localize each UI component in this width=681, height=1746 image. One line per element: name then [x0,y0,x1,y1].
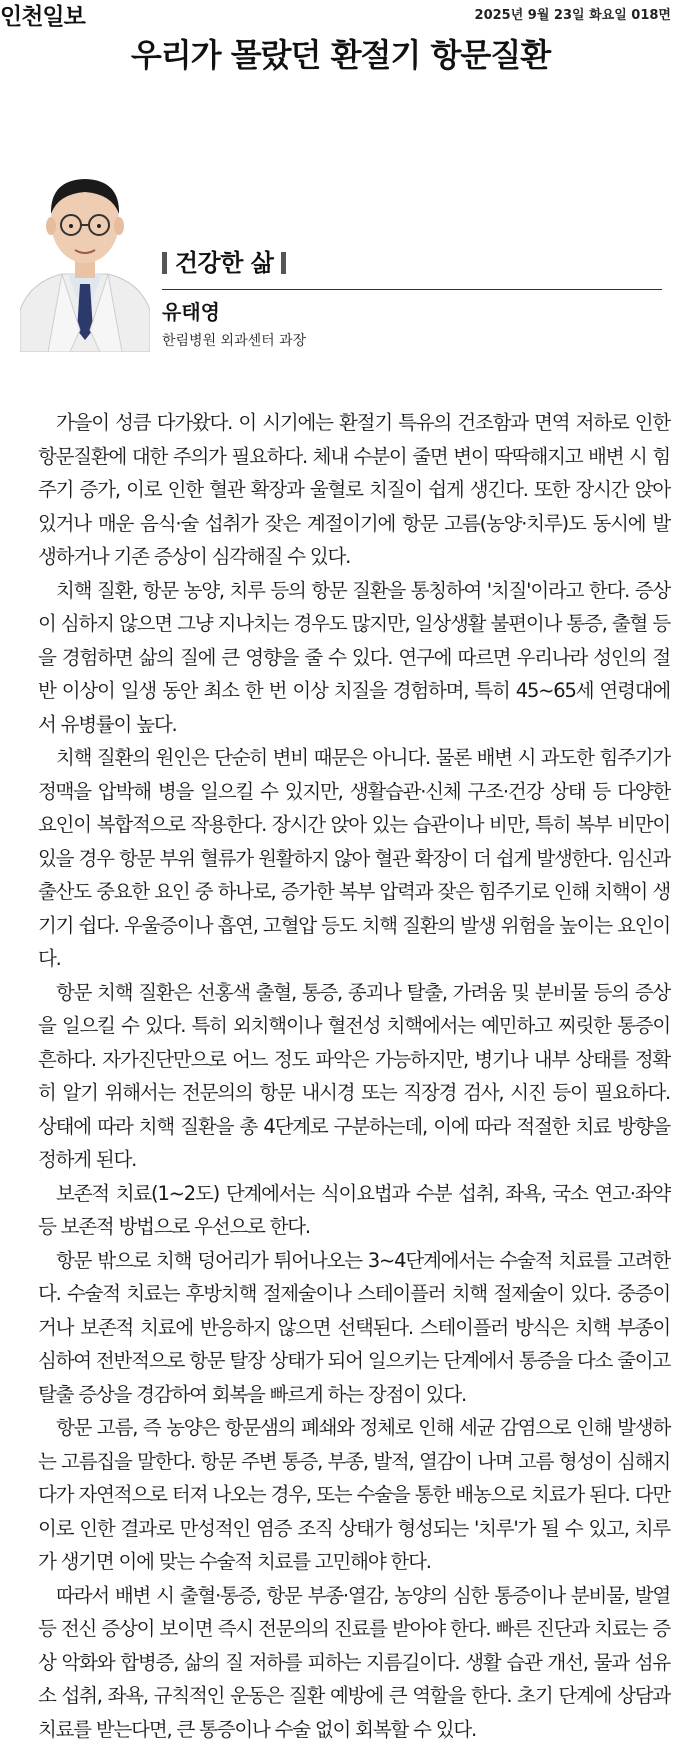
paragraph: 보존적 치료(1~2도) 단계에서는 식이요법과 수분 섭취, 좌욕, 국소 연고·좌약 등 보존적 방법으로 우선으로 한다. [38,1177,670,1244]
headline: 우리가 몰랐던 환절기 항문질환 [0,30,681,76]
paragraph: 항문 밖으로 치핵 덩어리가 튀어나오는 3~4단계에서는 수술적 치료를 고려한다. 수술적 치료는 후방치핵 절제술이나 스테이플러 치핵 절제술이 있다. 중증이거나 보존적 치료에 반응하지 않으면 선택된다. 스테이플러 방식은 치핵 부종이 심하여 전반적으로 항문 탈장 상태가 되어 일으키는 단계에서 통증을 다소 줄이고 탈출 증상을 경감하여 회복을 빠르게 하는 장점이 있다. [38,1244,670,1412]
newspaper-logo: 인천일보 [0,0,85,31]
article-body [38,406,670,1746]
paragraph: 항문 치핵 질환은 선홍색 출혈, 통증, 종괴나 탈출, 가려움 및 분비물 등의 증상을 일으킬 수 있다. 특히 외치핵이나 혈전성 치핵에서는 예민하고 찌릿한 통증이 흔하다. 자가진단만으로 어느 정도 파악은 가능하지만, 병기나 내부 상태를 정확히 알기 위해서는 전문의의 항문 내시경 또는 직장경 검사, 시진 등이 필요하다. 상태에 따라 치핵 질환을 총 4단계로 구분하는데, 이에 따라 적절한 치료 방향을 정하게 된다. [38,976,670,1177]
paragraph: 치핵 질환, 항문 농양, 치루 등의 항문 질환을 통칭하여 '치질'이라고 한다. 증상이 심하지 않으면 그냥 지나치는 경우도 많지만, 일상생활 불편이나 통증, 출혈 등을 경험하면 삶의 질에 큰 영향을 줄 수 있다. 연구에 따르면 우리나라 성인의 절반 이상이 일생 동안 최소 한 번 이상 치질을 경험하며, 특히 45~65세 연령대에서 유병률이 높다. [38,574,670,742]
section-label: 건강한 삶 [175,249,274,277]
paragraph: 치핵 질환의 원인은 단순히 변비 때문은 아니다. 물론 배변 시 과도한 힘주기가 정맥을 압박해 병을 일으킬 수 있지만, 생활습관·신체 구조·건강 상태 등 다양한 요인이 복합적으로 작용한다. 장시간 앉아 있는 습관이나 비만, 특히 복부 비만이 있을 경우 항문 부위 혈류가 원활하지 않아 혈관 확장이 더 쉽게 발생한다. 임신과 출산도 중요한 요인 중 하나로, 증가한 복부 압력과 잦은 힘주기로 인해 치핵이 생기기 쉽다. 우울증이나 흡연, 고혈압 등도 치핵 질환의 발생 위험을 높이는 요인이다. [38,741,670,976]
author-name: 유태영 [162,296,220,325]
masthead [0,0,681,28]
section-divider [162,289,662,290]
section-bar-left [162,252,167,274]
column-section-title [162,243,286,278]
dateline: 2025년 9월 23일 화요일 018면 [475,4,671,23]
paragraph: 항문 고름, 즉 농양은 항문샘의 폐쇄와 정체로 인해 세균 감염으로 인해 발생하는 고름집을 말한다. 항문 주변 통증, 부종, 발적, 열감이 나며 고름 형성이 심해지다가 자연적으로 터져 나오는 경우, 또는 수술을 통한 배농으로 치료가 된다. 다만 이로 인한 결과로 만성적인 염증 조직 상태가 형성되는 '치루'가 될 수 있고, 치루가 생기면 이에 맞는 수술적 치료를 고민해야 한다. [38,1411,670,1579]
paragraph: 가을이 성큼 다가왔다. 이 시기에는 환절기 특유의 건조함과 면역 저하로 인한 항문질환에 대한 주의가 필요하다. 체내 수분이 줄면 변이 딱딱해지고 배변 시 힘주기 증가, 이로 인한 혈관 확장과 울혈로 치질이 쉽게 생긴다. 또한 장시간 앉아 있거나 매운 음식·술 섭취가 잦은 계절이기에 항문 고름(농양·치루)도 동시에 발생하거나 기존 증상이 심각해질 수 있다. [38,406,670,574]
paragraph: 따라서 배변 시 출혈·통증, 항문 부종·열감, 농양의 심한 통증이나 분비물, 발열 등 전신 증상이 보이면 즉시 전문의의 진료를 받아야 한다. 빠른 진단과 치료는 증상 악화와 합병증, 삶의 질 저하를 피하는 지름길이다. 생활 습관 개선, 물과 섬유소 섭취, 좌욕, 규칙적인 운동은 질환 예방에 큰 역할을 한다. 초기 단계에 상담과 치료를 받는다면, 큰 통증이나 수술 없이 회복할 수 있다. [38,1579,670,1746]
author-affiliation: 한림병원 외과센터 과장 [162,330,306,350]
section-bar-right [281,252,286,274]
author-photo [20,170,150,352]
